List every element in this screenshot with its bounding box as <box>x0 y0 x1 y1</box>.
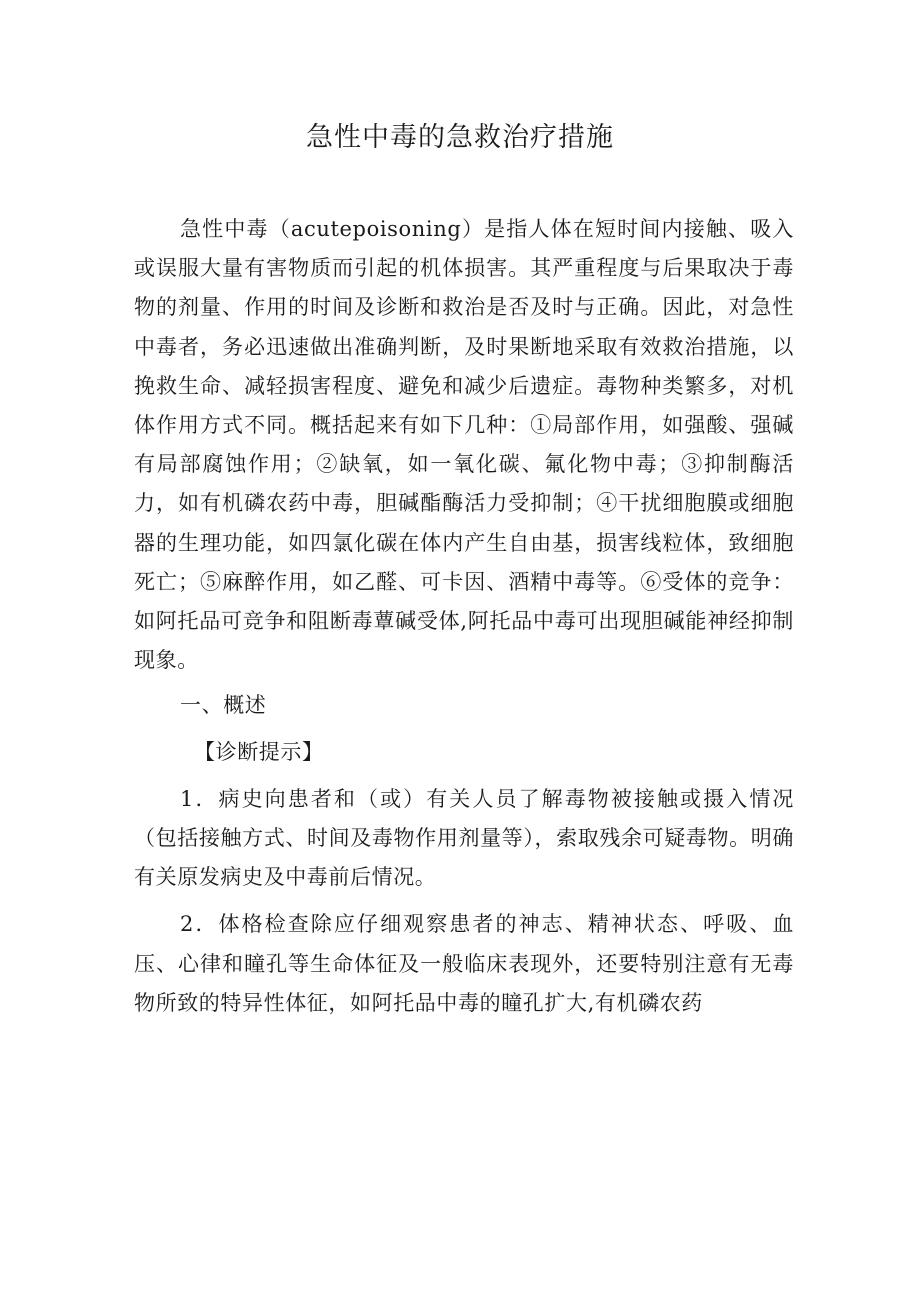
document-title: 急性中毒的急救治疗措施 <box>306 122 614 153</box>
intro-paragraph: 急性中毒（acutepoisoning）是指人体在短时间内接触、吸入或误服大量有害物质而引起的机体损害。其严重程度与后果取决于毒物的剂量、作用的时间及诊断和救治是否及时与正确。因此，对急性中毒者，务必迅速做出准确判断，及时果断地采取有效救治措施，以挽救生命、减轻损害程度、避免和减少后遗症。毒物种类繁多，对机体作用方式不同。概括起来有如下几种：①局部作用，如强酸、强碱有局部腐蚀作用；②缺氧，如一氧化碳、氟化物中毒；③抑制酶活力，如有机磷农药中毒，胆碱酯酶活力受抑制；④干扰细胞膜或细胞器的生理功能，如四氯化碳在体内产生自由基，损害线粒体，致细胞死亡；⑤麻醉作用，如乙醛、可卡因、酒精中毒等。⑥受体的竞争：如阿托品可竞争和阻断毒蕈碱受体,阿托品中毒可出现胆碱能神经抑制现象。 <box>134 217 794 673</box>
subsection-heading: 【诊断提示】 <box>194 739 324 764</box>
document-body <box>134 210 794 1031</box>
diagnosis-item-2: 2．体格检查除应仔细观察患者的神志、精神状态、呼吸、血压、心律和瞳孔等生命体征及一般临床表现外，还要特别注意有无毒物所致的特异性体征，如阿托品中毒的瞳孔扩大,有机磷农药 <box>134 912 794 1015</box>
section-heading: 一、概述 <box>180 693 267 718</box>
diagnosis-item-1: 1．病史向患者和（或）有关人员了解毒物被接触或摄入情况（包括接触方式、时间及毒物作用剂量等），索取残余可疑毒物。明确有关原发病史及中毒前后情况。 <box>134 786 794 890</box>
